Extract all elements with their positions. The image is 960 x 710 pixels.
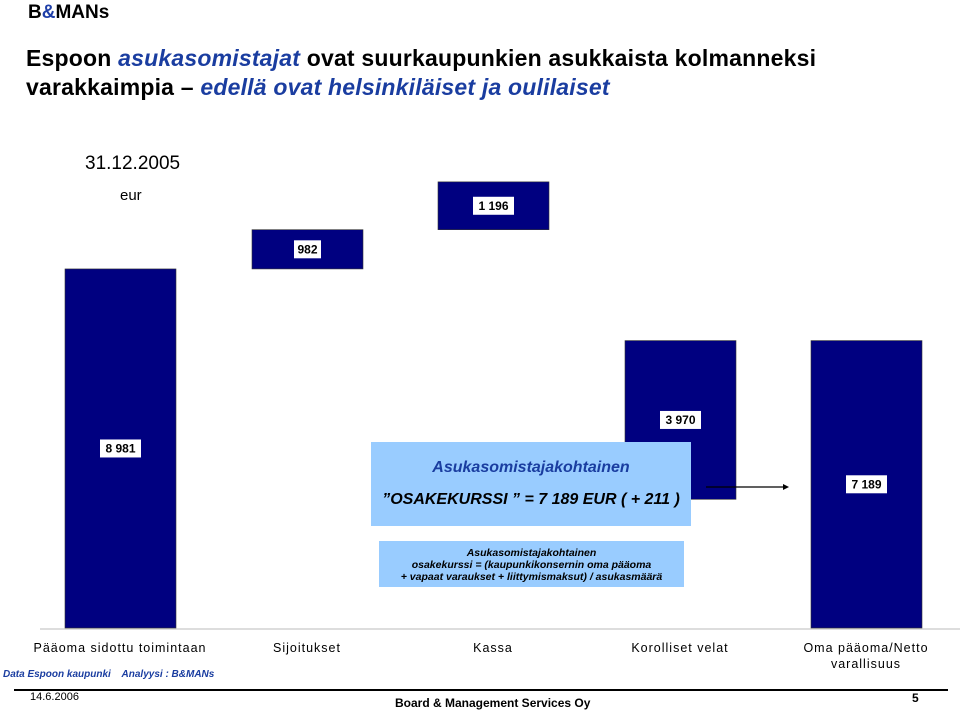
footer-company: Board & Management Services Oy <box>395 696 591 710</box>
page-title: Espoon asukasomistajat ovat suurkaupunkien asukkaista kolmanneksi varakkaimpia – edellä ovat helsinkiläiset ja oulilaiset <box>26 45 817 100</box>
data-label: 982 <box>297 242 318 257</box>
category-label: Sijoitukset <box>273 641 341 655</box>
category-label: Oma pääoma/Netto varallisuus <box>803 641 929 671</box>
source-note: Data Espoon kaupunki Analyysi : B&MANs <box>3 669 215 680</box>
data-label: 1 196 <box>478 198 509 213</box>
arrow-head-icon <box>783 484 789 490</box>
logo: B&MANs <box>28 2 110 23</box>
footer-divider <box>14 689 948 691</box>
data-label: 7 189 <box>851 477 882 492</box>
formula-box <box>379 541 684 587</box>
data-label: 8 981 <box>105 441 136 456</box>
formula-line: Asukasomistajakohtainen <box>466 547 597 559</box>
category-label: Pääoma sidottu toimintaan <box>33 641 207 655</box>
category-label: Kassa <box>473 641 513 655</box>
callout-value: ”OSAKEKURSSI ” = 7 189 EUR ( + 211 ) <box>382 491 680 508</box>
category-label: Korolliset velat <box>631 641 729 655</box>
callout-heading: Asukasomistajakohtainen <box>432 459 630 476</box>
share-price-callout <box>371 442 691 526</box>
formula-line: osakekurssi = (kaupunkikonsernin oma pääoma <box>411 559 652 571</box>
footer-date: 14.6.2006 <box>30 691 79 703</box>
unit-label: eur <box>120 187 142 204</box>
page-number: 5 <box>912 691 919 705</box>
chart-date: 31.12.2005 <box>85 153 181 174</box>
formula-line: + vapaat varaukset + liittymismaksut) / asukasmäärä <box>400 571 663 583</box>
data-label: 3 970 <box>665 412 696 427</box>
